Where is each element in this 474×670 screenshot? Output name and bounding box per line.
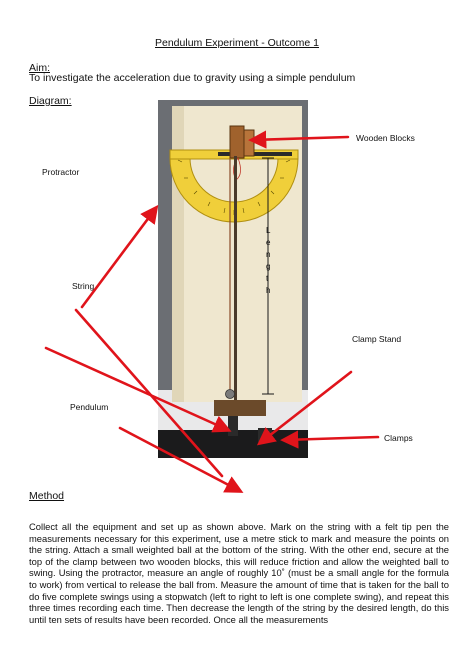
label-clamps: Clamps <box>384 433 413 443</box>
method-heading: Method <box>29 490 65 502</box>
length-letter: t <box>266 274 269 283</box>
clamp-stand-rod <box>234 156 237 428</box>
label-pendulum: Pendulum <box>70 402 109 412</box>
length-letter: g <box>266 262 271 271</box>
label-wooden-blocks: Wooden Blocks <box>356 133 415 143</box>
method-text: Collect all the equipment and set up as shown above. Mark on the string with a felt tip pen the measurements necessary for this experiment, use a metre stick to mark and measure the points on the string. Attach a small weighted ball at the bottom of the string. With the other end, secure at the top of the clamp between two wooden blocks, this will reduce friction and allow the weighted ball to swing. Using the protractor, measure an angle of roughly 10˚ (must be a small angle for the formula to work) from vertical to release the ball from. Measure the amount of time that is taken for the ball to do five complete swings using a stopwatch (left to right to left is one complete swing), and repeat this three times recording each time. Then decrease the length of the string by the desired length, do this until ten sets of results have been recorded. Once all the measurements <box>29 521 449 625</box>
length-letter: n <box>266 250 271 259</box>
label-protractor: Protractor <box>42 167 80 177</box>
length-letter: h <box>266 286 271 295</box>
document-title: Pendulum Experiment - Outcome 1 <box>155 37 319 49</box>
arrow-protractor <box>82 208 156 307</box>
pendulum-bob <box>226 390 235 399</box>
clamps-shape <box>258 428 272 442</box>
label-string: String <box>72 281 95 291</box>
length-letter: L <box>266 226 271 235</box>
label-clamp-stand: Clamp Stand <box>352 334 402 344</box>
aim-heading: Aim: <box>29 62 50 74</box>
apparatus-photo <box>158 100 308 458</box>
length-letter: e <box>266 238 271 247</box>
diagram-heading: Diagram: <box>29 95 72 107</box>
wooden-blocks-shape <box>230 126 244 158</box>
aim-text: To investigate the acceleration due to gravity using a simple pendulum <box>29 72 356 84</box>
